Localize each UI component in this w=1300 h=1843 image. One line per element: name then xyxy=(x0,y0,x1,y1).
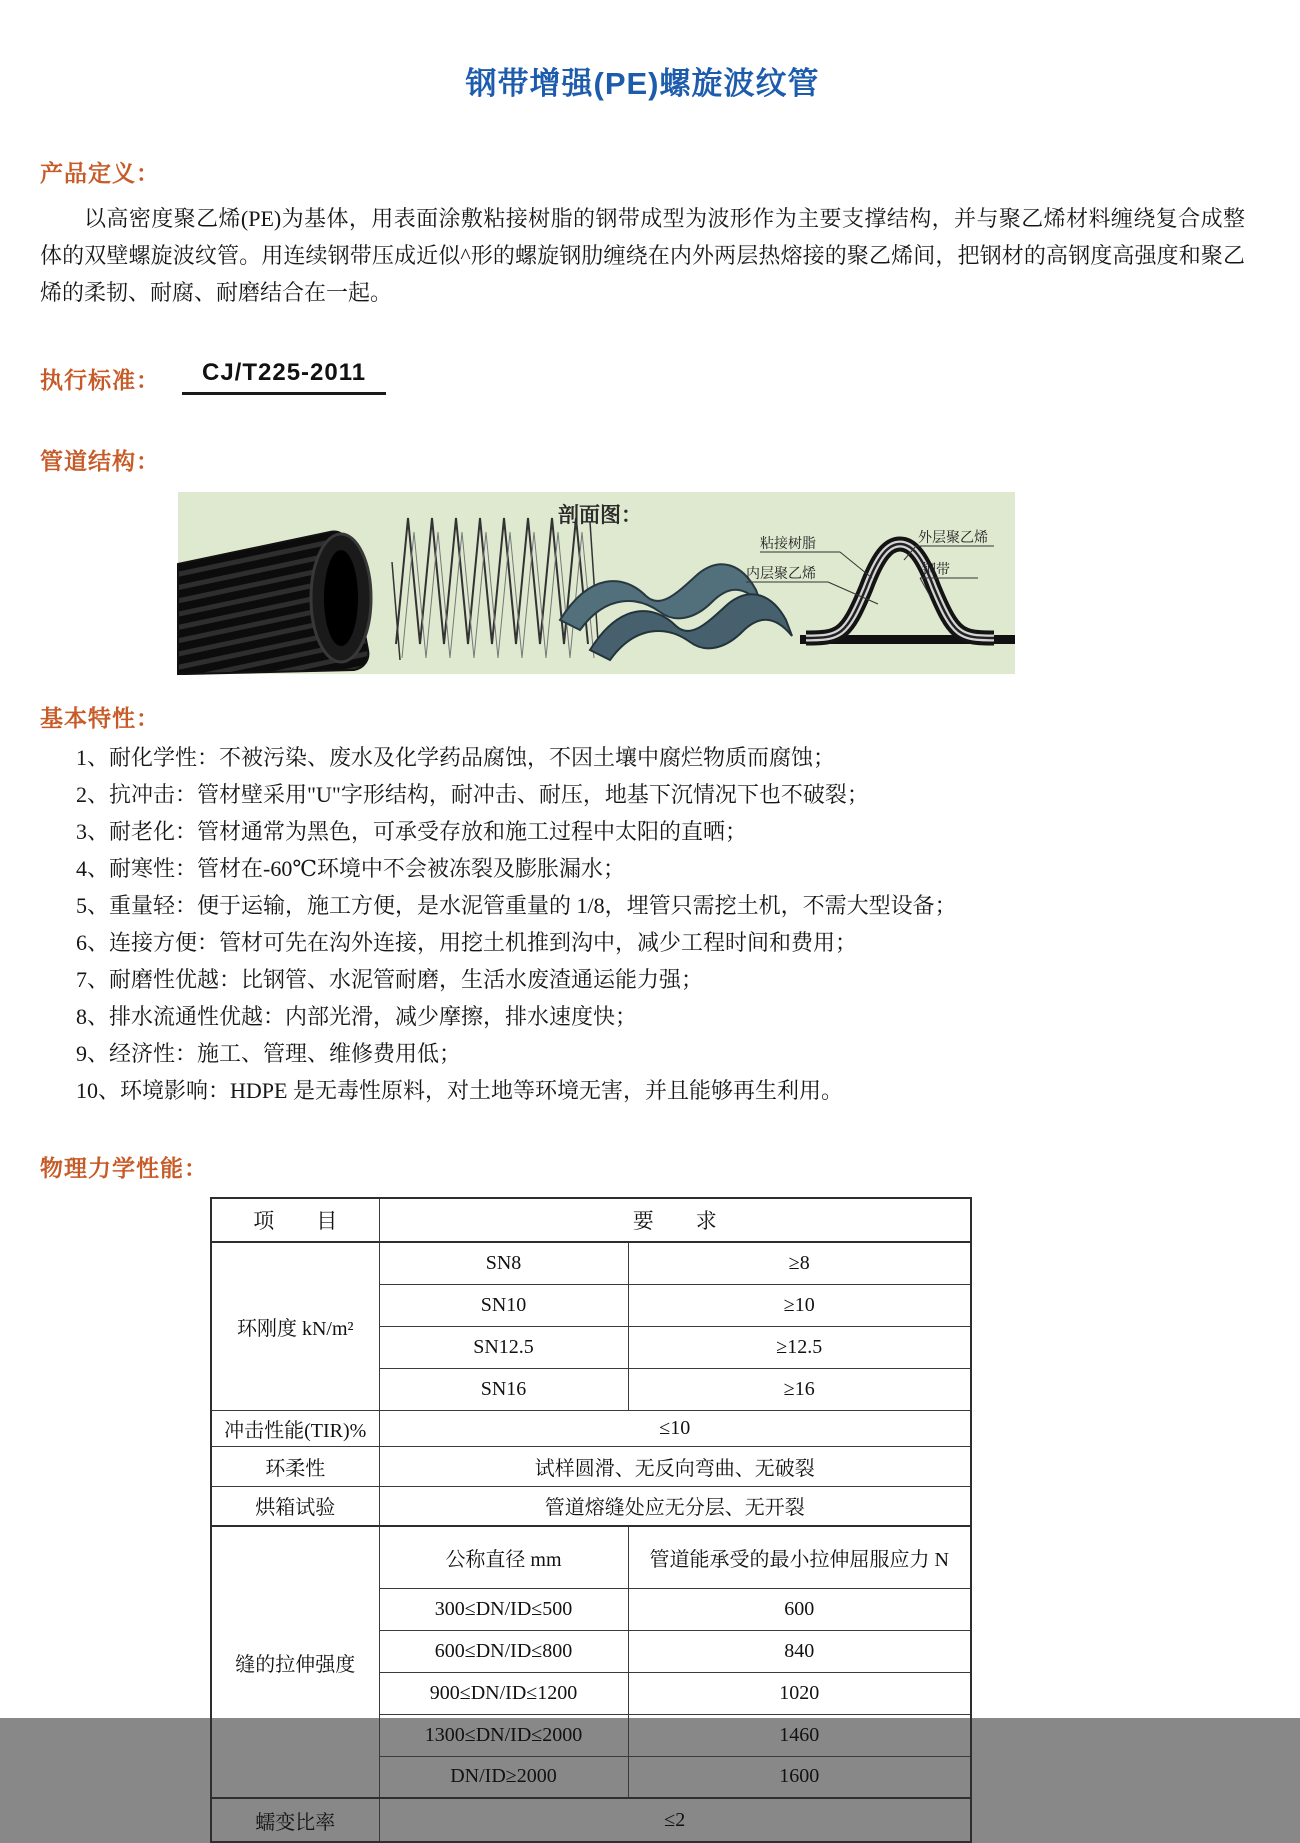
section-physical-properties xyxy=(40,1150,1245,1843)
properties-heading: 物理力学性能： xyxy=(40,1155,208,1181)
dn-range: 900≤DN/ID≤1200 xyxy=(379,1672,628,1714)
structure-heading: 管道结构： xyxy=(40,448,160,474)
table-row xyxy=(211,1798,971,1842)
section-product-definition xyxy=(40,155,1245,311)
page-title: 钢带增强(PE)螺旋波纹管 xyxy=(465,66,820,101)
ring-stiffness-label: 环刚度 kN/m² xyxy=(211,1242,379,1410)
label-steel-band: 钢带 xyxy=(922,561,950,577)
impact-req: ≤10 xyxy=(379,1410,971,1446)
sn-grade: SN10 xyxy=(379,1284,628,1326)
feature-item: 2、抗冲击：管材壁采用"U"字形结构，耐冲击、耐压，地基下沉情况下也不破裂； xyxy=(76,782,869,807)
feature-item: 5、重量轻：便于运输，施工方便，是水泥管重量的 1/8，埋管只需挖土机，不需大型设备； xyxy=(76,893,957,918)
feature-item: 6、连接方便：管材可先在沟外连接，用挖土机推到沟中，减少工程时间和费用； xyxy=(76,930,858,955)
dn-range: 600≤DN/ID≤800 xyxy=(379,1630,628,1672)
section-pipe-structure xyxy=(40,443,1245,674)
sn-grade: SN16 xyxy=(379,1368,628,1410)
dn-header: 公称直径 mm xyxy=(379,1526,628,1588)
flexibility-label: 环柔性 xyxy=(211,1446,379,1486)
section-view-label: 剖面图： xyxy=(558,504,642,527)
force-header: 管道能承受的最小拉伸屈服应力 N xyxy=(628,1526,971,1588)
label-inner-pe: 内层聚乙烯 xyxy=(746,565,816,581)
impact-label: 冲击性能(TIR)% xyxy=(211,1410,379,1446)
sn-req: ≥10 xyxy=(628,1284,971,1326)
sn-grade: SN12.5 xyxy=(379,1326,628,1368)
section-standard xyxy=(40,359,1245,395)
pipe-photo xyxy=(178,532,371,675)
dn-value: 600 xyxy=(628,1588,971,1630)
feature-item: 1、耐化学性：不被污染、废水及化学药品腐蚀，不因土壤中腐烂物质而腐蚀； xyxy=(76,745,836,770)
dn-value: 1020 xyxy=(628,1672,971,1714)
feature-item: 7、耐磨性优越：比钢管、水泥管耐磨，生活水废渣通运能力强； xyxy=(76,967,704,992)
features-heading: 基本特性： xyxy=(40,705,160,731)
dn-range: DN/ID≥2000 xyxy=(379,1756,628,1798)
pipe-structure-svg xyxy=(178,492,1015,674)
dn-value: 840 xyxy=(628,1630,971,1672)
sn-grade: SN8 xyxy=(379,1242,628,1284)
feature-item: 4、耐寒性：管材在-60℃环境中不会被冻裂及膨胀漏水； xyxy=(76,856,625,881)
pipe-structure-figure xyxy=(178,492,1015,674)
feature-item: 8、排水流通性优越：内部光滑，减少摩擦，排水速度快； xyxy=(76,1004,638,1029)
dn-value: 1460 xyxy=(628,1714,971,1756)
dn-range: 1300≤DN/ID≤2000 xyxy=(379,1714,628,1756)
table-row xyxy=(211,1410,971,1446)
feature-item: 9、经济性：施工、管理、维修费用低； xyxy=(76,1041,462,1066)
definition-heading: 产品定义： xyxy=(40,160,160,186)
features-list xyxy=(76,743,1245,1106)
label-adhesive-resin: 粘接树脂 xyxy=(760,535,816,551)
oven-label: 烘箱试验 xyxy=(211,1486,379,1526)
oven-req: 管道熔缝处应无分层、无开裂 xyxy=(379,1486,971,1526)
flexibility-req: 试样圆滑、无反向弯曲、无破裂 xyxy=(379,1446,971,1486)
standard-code: CJ/T225-2011 xyxy=(182,359,386,395)
definition-paragraph: 以高密度聚乙烯(PE)为基体，用表面涂敷粘接树脂的钢带成型为波形作为主要支撑结构，并与聚乙烯材料缠绕复合成整体的双壁螺旋波纹管。用连续钢带压成近似^形的螺旋钢肋缠绕在内外两层热熔接的聚乙烯间，把钢材的高钢度高强度和聚乙烯的柔韧、耐腐、耐磨结合在一起。 xyxy=(40,206,1245,305)
table-row xyxy=(211,1446,971,1486)
creep-label: 蠕变比率 xyxy=(211,1798,379,1842)
table-header-row xyxy=(211,1198,971,1242)
standard-heading: 执行标准： xyxy=(40,367,160,393)
table-row xyxy=(211,1486,971,1526)
header-item: 项 目 xyxy=(211,1198,379,1242)
seam-tensile-label: 缝的拉伸强度 xyxy=(211,1526,379,1798)
label-outer-pe: 外层聚乙烯 xyxy=(918,529,988,545)
section-basic-features xyxy=(40,700,1245,1106)
table-row xyxy=(211,1526,971,1588)
dn-range: 300≤DN/ID≤500 xyxy=(379,1588,628,1630)
sn-req: ≥8 xyxy=(628,1242,971,1284)
feature-item: 3、耐老化：管材通常为黑色，可承受存放和施工过程中太阳的直晒； xyxy=(76,819,748,844)
table-row xyxy=(211,1242,971,1284)
feature-item: 10、环境影响：HDPE 是无毒性原料，对土地等环境无害，并且能够再生利用。 xyxy=(76,1078,843,1103)
properties-table xyxy=(210,1197,972,1843)
header-requirement: 要 求 xyxy=(379,1198,971,1242)
creep-req: ≤2 xyxy=(379,1798,971,1842)
dn-value: 1600 xyxy=(628,1756,971,1798)
sn-req: ≥12.5 xyxy=(628,1326,971,1368)
sn-req: ≥16 xyxy=(628,1368,971,1410)
pipe-line-drawing xyxy=(392,518,598,660)
